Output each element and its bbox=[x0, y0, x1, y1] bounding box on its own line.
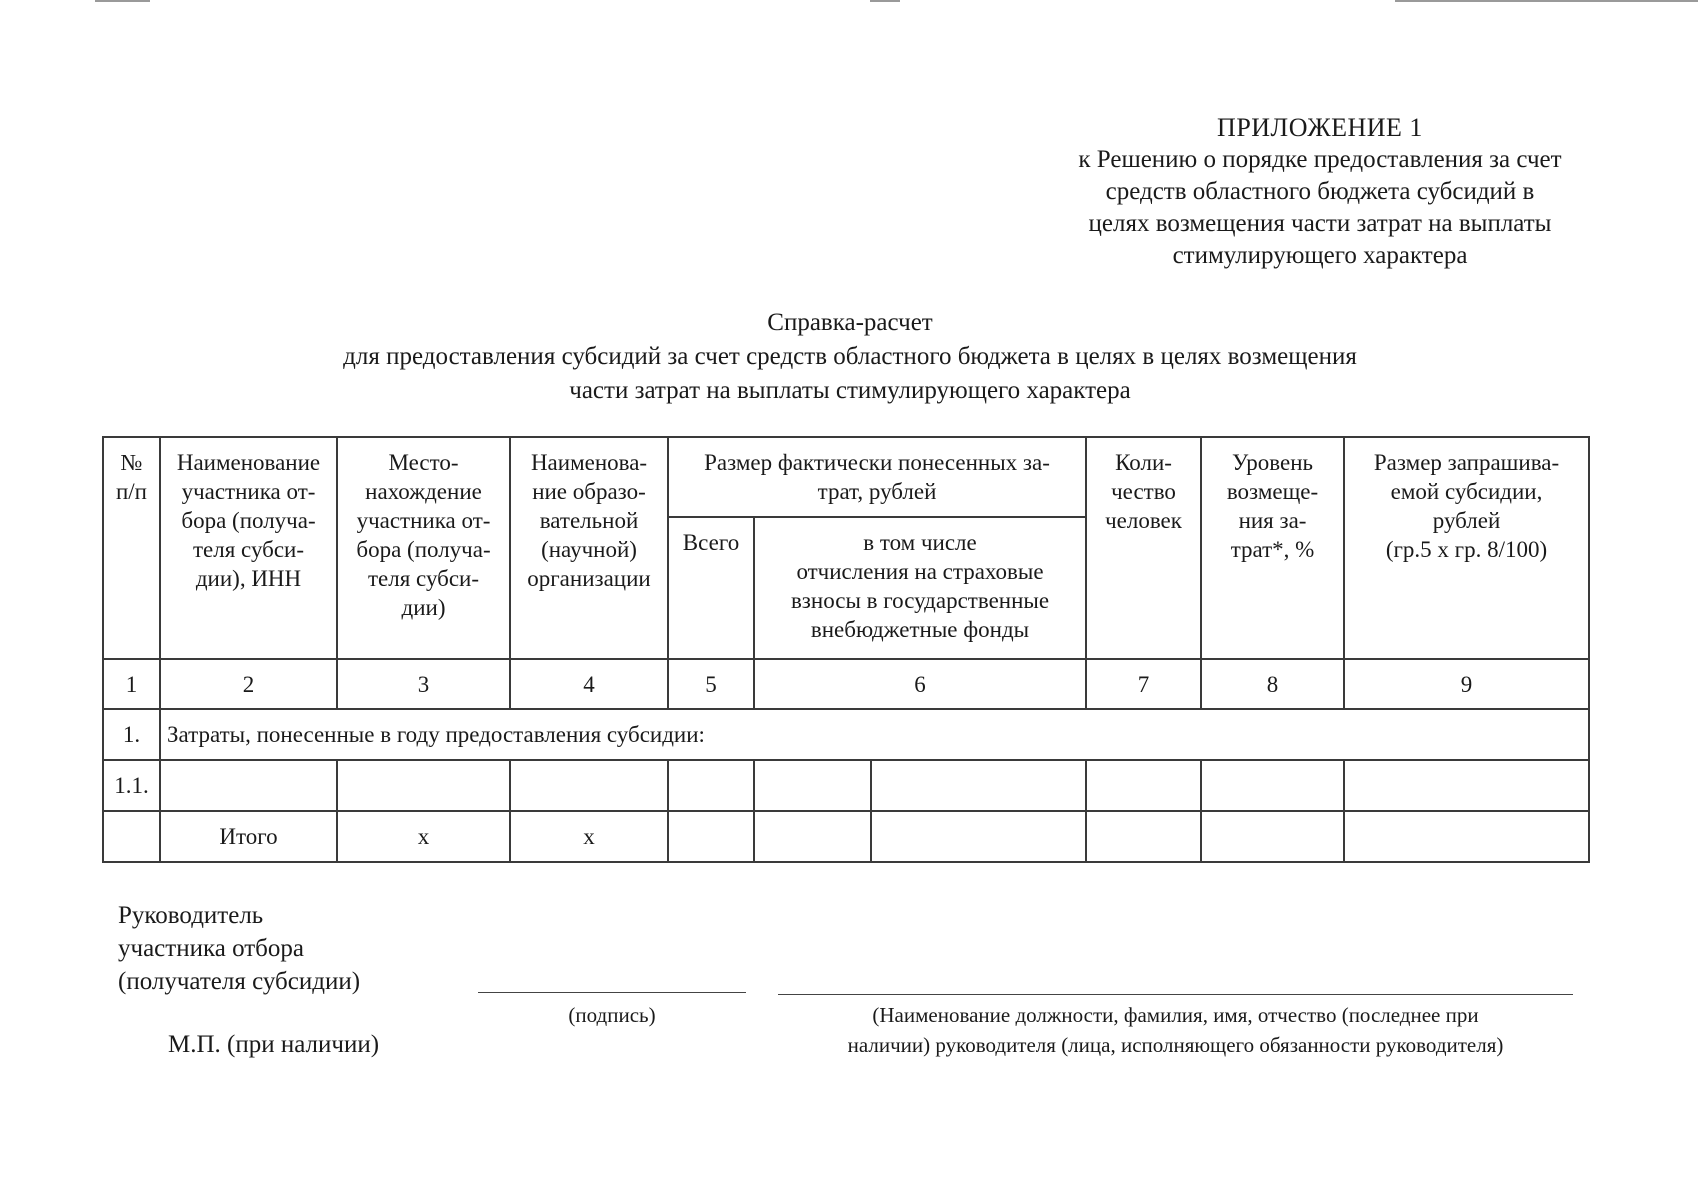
total-cell bbox=[1201, 811, 1344, 862]
header-col7: Коли- чество человек bbox=[1086, 437, 1201, 659]
total-col3-mark: х bbox=[337, 811, 510, 862]
total-cell bbox=[754, 811, 871, 862]
appendix-line: стимулирующего характера bbox=[1172, 242, 1468, 269]
item-row bbox=[103, 760, 1589, 811]
document-subtitle-line: части затрат на выплаты стимулирующего характера bbox=[569, 377, 1131, 404]
column-number: 1 bbox=[103, 659, 160, 709]
scan-artifact bbox=[870, 0, 900, 2]
appendix-title: ПРИЛОЖЕНИЕ 1 bbox=[1217, 113, 1423, 142]
item-cell bbox=[510, 760, 668, 811]
item-number: 1.1. bbox=[103, 760, 160, 811]
header-costs-group: Размер фактически понесенных за- трат, рублей bbox=[668, 437, 1086, 517]
column-number: 6 bbox=[754, 659, 1086, 709]
item-cell bbox=[668, 760, 754, 811]
scan-artifact bbox=[95, 0, 150, 2]
total-row bbox=[103, 811, 1589, 862]
scan-artifact bbox=[1395, 0, 1698, 2]
manager-label: Руководитель участника отбора (получателя субсидии) bbox=[118, 902, 361, 995]
header-col4: Наименова- ние образо- вательной (научной) организации bbox=[510, 437, 668, 659]
item-cell bbox=[1344, 760, 1589, 811]
signature-line bbox=[478, 992, 746, 993]
item-cell bbox=[1201, 760, 1344, 811]
column-number: 2 bbox=[160, 659, 337, 709]
column-number: 5 bbox=[668, 659, 754, 709]
section-text: Затраты, понесенные в году предоставления субсидии: bbox=[160, 709, 1589, 760]
column-number-row bbox=[103, 659, 1589, 709]
header-col8: Уровень возмеще- ния за- трат*, % bbox=[1201, 437, 1344, 659]
appendix-line: к Решению о порядке предоставления за счет bbox=[1078, 146, 1562, 173]
name-caption: (Наименование должности, фамилия, имя, отчество (последнее при наличии) руководителя (лица, исполняющего обязанности руководителя) bbox=[847, 1003, 1504, 1057]
appendix-line: средств областного бюджета субсидий в bbox=[1105, 178, 1535, 205]
item-cell bbox=[337, 760, 510, 811]
header-col1: № п/п bbox=[103, 437, 160, 659]
header-col9: Размер запрашива- емой субсидии, рублей (гр.5 х гр. 8/100) bbox=[1344, 437, 1589, 659]
column-number: 9 bbox=[1344, 659, 1589, 709]
section-number: 1. bbox=[103, 709, 160, 760]
total-cell bbox=[871, 811, 1086, 862]
item-cell bbox=[1086, 760, 1201, 811]
header-col2: Наименование участника от- бора (получа- теля субси- дии), ИНН bbox=[160, 437, 337, 659]
section-row bbox=[103, 709, 1589, 760]
calculation-table bbox=[102, 436, 1590, 863]
document-subtitle-line: для предоставления субсидий за счет средств областного бюджета в целях в целях возмещения bbox=[343, 343, 1357, 370]
signature-caption: (подпись) bbox=[568, 1003, 656, 1027]
header-col3: Место- нахождение участника от- бора (получа- теля субси- дии) bbox=[337, 437, 510, 659]
total-cell bbox=[668, 811, 754, 862]
total-cell bbox=[1344, 811, 1589, 862]
document-title: Справка-расчет bbox=[767, 309, 933, 336]
document-title-block bbox=[240, 306, 1460, 408]
total-col4-mark: х bbox=[510, 811, 668, 862]
appendix-line: целях возмещения части затрат на выплаты bbox=[1088, 210, 1552, 237]
column-number: 8 bbox=[1201, 659, 1344, 709]
header-row bbox=[103, 437, 1589, 517]
column-number: 4 bbox=[510, 659, 668, 709]
total-cell bbox=[103, 811, 160, 862]
name-line bbox=[778, 994, 1573, 995]
header-col5: Всего bbox=[668, 517, 754, 659]
item-cell bbox=[871, 760, 1086, 811]
column-number: 7 bbox=[1086, 659, 1201, 709]
total-cell bbox=[1086, 811, 1201, 862]
item-cell bbox=[160, 760, 337, 811]
appendix-header bbox=[1040, 112, 1600, 272]
header-col6: в том числе отчисления на страховые взносы в государственные внебюджетные фонды bbox=[754, 517, 1086, 659]
item-cell bbox=[754, 760, 871, 811]
total-label: Итого bbox=[160, 811, 337, 862]
column-number: 3 bbox=[337, 659, 510, 709]
stamp-label: М.П. (при наличии) bbox=[168, 1031, 380, 1058]
